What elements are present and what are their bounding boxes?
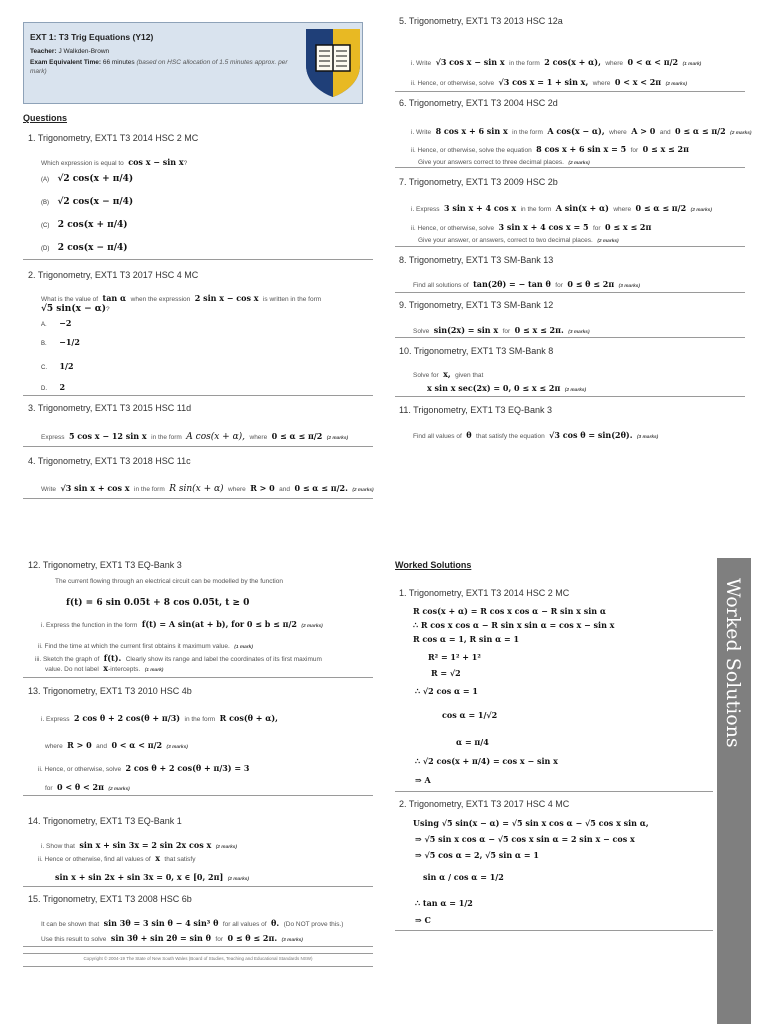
q14-part-ii: ii. Hence or otherwise, find all values of x that satisfy	[38, 853, 196, 863]
q8-title: 8. Trigonometry, EXT1 T3 SM-Bank 13	[399, 255, 554, 265]
q1-expr: cos x − sin x	[128, 157, 184, 167]
divider	[395, 396, 745, 397]
divider	[23, 953, 373, 954]
q13-part-i: i. Express 2 cos θ + 2 cos(θ + π/3) in the form R cos(θ + α),	[41, 713, 278, 723]
q2-prompt-line2: √5 sin(x − α)?	[41, 304, 110, 314]
s1-line: R = √2	[431, 668, 461, 678]
q6-part-ii-note: Give your answers correct to three decimal places. (2 marks)	[418, 159, 590, 166]
divider	[23, 498, 373, 499]
q12-function: f(t) = 6 sin 0.05t + 8 cos 0.05t, t ≥ 0	[66, 598, 250, 608]
s1-line: R cos α = 1, R sin α = 1	[413, 634, 520, 644]
worked-solutions-heading: Worked Solutions	[395, 560, 472, 570]
s1-line: α = π/4	[456, 737, 489, 747]
divider	[395, 167, 745, 168]
worked-solutions-tab	[717, 558, 751, 1024]
q3-title: 3. Trigonometry, EXT1 T3 2015 HSC 11d	[28, 403, 192, 413]
s1-line: ∴ √2 cos α = 1	[415, 686, 478, 696]
q1-title: 1. Trigonometry, EXT1 T3 2014 HSC 2 MC	[28, 133, 199, 143]
q1-prompt: Which expression is equal to cos x − sin x?	[41, 157, 188, 167]
divider	[23, 795, 373, 796]
q12-part-iii: iii. Sketch the graph of f(t). Clearly show its range and label the coordinates of its first maximum	[35, 653, 322, 663]
s2-title: 2. Trigonometry, EXT1 T3 2017 HSC 4 MC	[399, 799, 570, 809]
q7-title: 7. Trigonometry, EXT1 T3 2009 HSC 2b	[399, 177, 558, 187]
q2-option-b[interactable]: B. −1/2	[41, 337, 80, 347]
s1-line: cos α = 1/√2	[442, 710, 498, 720]
q9-title: 9. Trigonometry, EXT1 T3 SM-Bank 12	[399, 300, 554, 310]
divider	[395, 337, 745, 338]
q15-prompt-line2: Use this result to solve sin 3θ + sin 2θ = sin θ for 0 ≤ θ ≤ 2π. (3 marks)	[41, 933, 303, 943]
q5-title: 5. Trigonometry, EXT1 T3 2013 HSC 12a	[399, 16, 563, 26]
q7-part-ii: ii. Hence, or otherwise, solve 3 sin x + 4 cos x = 5 for 0 ≤ x ≤ 2π	[411, 222, 652, 232]
s2-line: sin α / cos α = 1/2	[423, 872, 504, 882]
q1-option-a[interactable]: (A) √2 cos(x + π/4)	[41, 174, 134, 184]
s1-line: ∴ R cos x cos α − R sin x sin α = cos x − sin x	[413, 620, 615, 630]
q1-option-b[interactable]: (B) √2 cos(x − π/4)	[41, 197, 134, 207]
q12-part-i: i. Express the function in the form f(t) = A sin(at + b), for 0 ≤ b ≤ π/2 (2 marks)	[41, 619, 323, 629]
divider	[23, 677, 373, 678]
time-label: Exam Equivalent Time:	[30, 59, 102, 66]
q13-title: 13. Trigonometry, EXT1 T3 2010 HSC 4b	[28, 686, 192, 696]
s2-line: ⇒ √5 sin x cos α − √5 cos x sin α = 2 sin x − cos x	[415, 834, 635, 844]
q2-option-d[interactable]: D. 2	[41, 382, 66, 392]
questions-heading: Questions	[23, 113, 68, 123]
q11-prompt: Find all values of θ that satisfy the equation √3 cos θ = sin(2θ). (3 marks)	[413, 430, 659, 440]
q15-title: 15. Trigonometry, EXT1 T3 2008 HSC 6b	[28, 894, 192, 904]
s2-line: Using √5 sin(x − α) = √5 sin x cos α − √5 cos x sin α,	[413, 818, 649, 828]
q10-equation: x sin x sec(2x) = 0, 0 ≤ x ≤ 2π (2 marks)	[427, 383, 587, 393]
teacher-name: J Walkden-Brown	[58, 48, 110, 55]
s2-line: ∴ tan α = 1/2	[415, 898, 473, 908]
header-box	[23, 22, 363, 104]
time-value: 66 minutes	[102, 59, 135, 66]
q8-prompt: Find all solutions of tan(2θ) = − tan θ for 0 ≤ θ ≤ 2π (3 marks)	[413, 279, 641, 289]
divider	[395, 91, 745, 92]
school-crest-icon	[304, 27, 362, 99]
q1-option-d[interactable]: (D) 2 cos(x − π/4)	[41, 243, 128, 253]
s1-line: ∴ √2 cos(x + π/4) = cos x − sin x	[415, 756, 558, 766]
q4-prompt: Write √3 sin x + cos x in the form R sin(x + α) where R > 0 and 0 ≤ α ≤ π/2. (2 marks)	[41, 483, 374, 494]
s1-line: R cos(x + α) = R cos x cos α − R sin x sin α	[413, 606, 607, 616]
q15-prompt: It can be shown that sin 3θ = 3 sin θ − 4 sin³ θ for all values of θ. (Do NOT prove this.)	[41, 918, 344, 928]
q11-title: 11. Trigonometry, EXT1 T3 EQ-Bank 3	[399, 405, 553, 415]
header-title: EXT 1: T3 Trig Equations (Y12)	[30, 32, 154, 42]
copyright: Copyright © 2004-19 The State of New South Wales (Board of Studies, Teaching and Educational Standards NSW)	[83, 956, 313, 961]
q6-title: 6. Trigonometry, EXT1 T3 2004 HSC 2d	[399, 98, 558, 108]
q12-part-ii: ii. Find the time at which the current first obtains it maximum value. (1 mark)	[38, 643, 253, 650]
q6-part-i: i. Write 8 cos x + 6 sin x in the form A cos(x − α), where A > 0 and 0 ≤ α ≤ π/2 (2 marks)	[411, 126, 752, 136]
q10-title: 10. Trigonometry, EXT1 T3 SM-Bank 8	[399, 346, 554, 356]
q9-prompt: Solve sin(2x) = sin x for 0 ≤ x ≤ 2π. (3 marks)	[413, 325, 590, 335]
q12-part-iii-line2: value. Do not label x-intercepts. (1 mark)	[45, 663, 164, 673]
q13-part-i-where: where R > 0 and 0 < α < π/2 (3 marks)	[45, 740, 188, 750]
q14-part-i: i. Show that sin x + sin 3x = 2 sin 2x cos x (2 marks)	[41, 840, 238, 850]
q12-intro: The current flowing through an electrical circuit can be modelled by the function	[55, 578, 283, 585]
worked-solutions-tab-label: Worked Solutions	[722, 578, 744, 748]
divider	[23, 886, 373, 887]
s2-line: ⇒ √5 cos α = 2, √5 sin α = 1	[415, 850, 539, 860]
q10-prompt: Solve for x, given that	[413, 369, 484, 379]
q4-title: 4. Trigonometry, EXT1 T3 2018 HSC 11c	[28, 456, 191, 466]
divider	[395, 930, 713, 931]
s1-line: ⇒ A	[415, 775, 431, 785]
q3-prompt: Express 5 cos x − 12 sin x in the form A cos(x + α), where 0 ≤ α ≤ π/2 (2 marks)	[41, 431, 349, 442]
divider	[395, 791, 713, 792]
q2-option-a[interactable]: A. −2	[41, 318, 72, 328]
s1-title: 1. Trigonometry, EXT1 T3 2014 HSC 2 MC	[399, 588, 570, 598]
divider	[23, 946, 373, 947]
time-note: (based on HSC allocation of 1.5 minutes approx. per mark)	[30, 59, 288, 75]
q7-part-i: i. Express 3 sin x + 4 cos x in the form A sin(x + α) where 0 ≤ α ≤ π/2 (2 marks)	[411, 203, 712, 213]
teacher-line	[30, 48, 109, 55]
s1-line: R² = 1² + 1²	[428, 652, 481, 662]
q13-part-ii: ii. Hence, or otherwise, solve 2 cos θ + 2 cos(θ + π/3) = 3	[38, 763, 250, 773]
divider	[23, 259, 373, 260]
q5-part-ii: ii. Hence, or otherwise, solve √3 cos x = 1 + sin x, where 0 < x < 2π (2 marks)	[411, 77, 687, 87]
q6-part-ii: ii. Hence, or otherwise, solve the equation 8 cos x + 6 sin x = 5 for 0 ≤ x ≤ 2π	[411, 144, 689, 154]
q1-option-c[interactable]: (C) 2 cos(x + π/4)	[41, 220, 128, 230]
divider	[395, 246, 745, 247]
q2-title: 2. Trigonometry, EXT1 T3 2017 HSC 4 MC	[28, 270, 199, 280]
q13-part-ii-for: for 0 < θ < 2π (2 marks)	[45, 782, 130, 792]
q5-part-i: i. Write √3 cos x − sin x in the form 2 cos(x + α), where 0 < α < π/2 (1 mark)	[411, 57, 702, 67]
divider	[23, 446, 373, 447]
q2-prompt: What is the value of tan α when the expression 2 sin x − cos x is written in the form	[41, 293, 322, 303]
s2-line: ⇒ C	[415, 915, 431, 925]
divider	[395, 292, 745, 293]
teacher-label: Teacher:	[30, 48, 57, 55]
divider	[23, 395, 373, 396]
divider	[23, 966, 373, 967]
q12-title: 12. Trigonometry, EXT1 T3 EQ-Bank 3	[28, 560, 182, 570]
q7-part-ii-note: Give your answer, or answers, correct to two decimal places. (2 marks)	[418, 237, 619, 244]
q2-option-c[interactable]: C. 1/2	[41, 361, 74, 371]
q14-title: 14. Trigonometry, EXT1 T3 EQ-Bank 1	[28, 816, 182, 826]
q14-equation: sin x + sin 2x + sin 3x = 0, x ∈ [0, 2π] (2 marks)	[55, 872, 250, 882]
time-line	[30, 58, 300, 76]
